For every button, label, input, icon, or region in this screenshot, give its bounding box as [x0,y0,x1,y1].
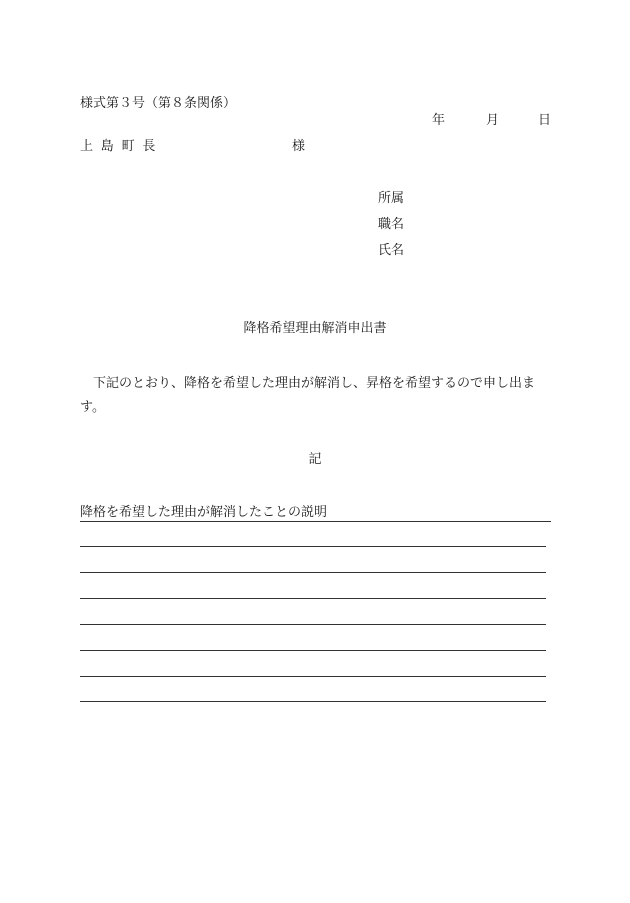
job-title-label: 職名 [378,217,405,232]
affiliation-label: 所属 [378,191,405,206]
explanation-line-7 [80,701,546,702]
form-number: 様式第３号（第８条関係） [80,96,237,111]
ki-heading: 記 [308,452,322,467]
explanation-line-3 [80,598,546,599]
date-month-label: 月 [486,113,500,128]
explanation-line-2 [80,572,546,573]
body-text: 下記のとおり、降格を希望した理由が解消し、昇格を希望するので申し出ます。 [80,376,536,415]
explanation-line-1 [80,546,546,547]
addressee: 上島町長 [80,139,164,154]
addressee-honorific: 様 [292,139,306,154]
explanation-heading: 降格を希望した理由が解消したことの説明 [80,505,551,522]
explanation-line-4 [80,624,546,625]
name-label: 氏名 [378,243,405,258]
date-day-label: 日 [538,113,552,128]
explanation-line-5 [80,650,546,651]
date-year-label: 年 [432,113,446,128]
explanation-line-6 [80,676,546,677]
document-title: 降格希望理由解消申出書 [243,321,387,336]
